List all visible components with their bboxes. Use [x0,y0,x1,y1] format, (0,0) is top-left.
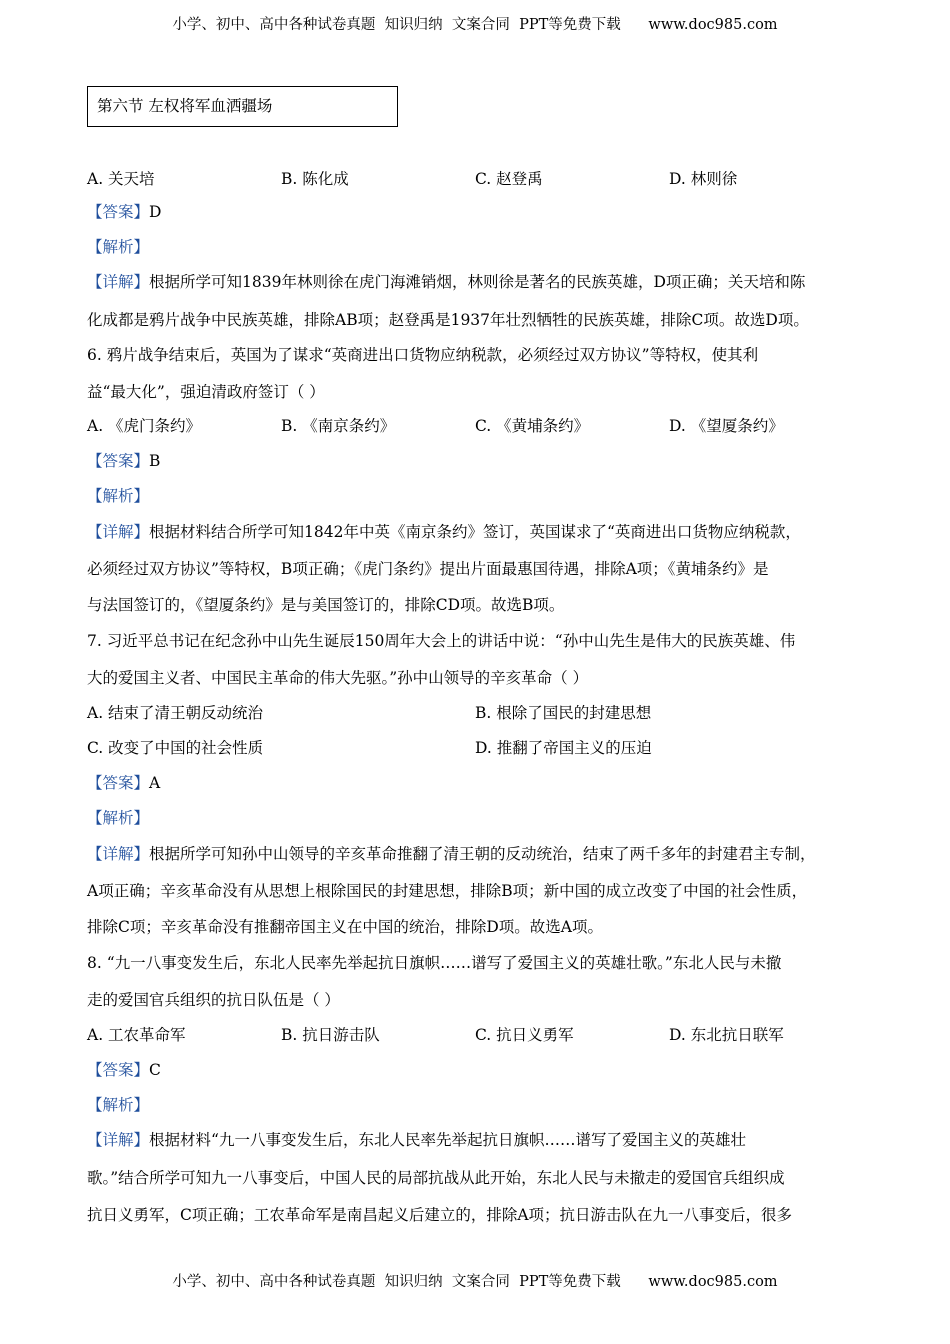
q8-option-b: B. 抗日游击队 [281,1026,380,1044]
analysis-label: 【解析】 [87,487,150,505]
q7-detail-line: 排除C项；辛亥革命没有推翻帝国主义在中国的统治，排除D项。故选A项。 [87,918,603,936]
detail-text: 根据材料“九一八事变发生后，东北人民率先举起抗日旗帜……谱写了爱国主义的英雄壮 [149,1131,746,1149]
detail-label: 【详解】 [87,845,150,863]
answer-label: 【答案】 [87,1061,150,1079]
q8-stem-line: 8. “九一八事变发生后，东北人民率先举起抗日旗帜……谱写了爱国主义的英雄壮歌。”东北人民与未撤 [87,954,782,972]
q6-analysis [87,486,149,506]
q7-detail-line: A项正确；辛亥革命没有从思想上根除国民的封建思想，排除B项；新中国的成立改变了中国的社会性质， [87,882,808,900]
q5-answer [87,202,161,222]
analysis-label: 【解析】 [87,238,150,256]
q6-option-a: A. 《虎门条约》 [87,417,202,435]
analysis-label: 【解析】 [87,809,150,827]
q8-option-c: C. 抗日义勇军 [475,1026,574,1044]
q8-answer [87,1060,161,1080]
detail-text: 根据所学可知1839年林则徐在虎门海滩销烟，林则徐是著名的民族英雄，D项正确；关天培和陈 [149,273,806,291]
q7-option-d: D. 推翻了帝国主义的压迫 [475,739,652,757]
q6-stem-line: 6. 鸦片战争结束后，英国为了谋求“英商进出口货物应纳税款，必须经过双方协议”等特权，使其利 [87,346,759,364]
q6-option-b: B. 《南京条约》 [281,417,396,435]
q5-detail-line [87,272,805,292]
q6-answer [87,451,160,471]
q7-option-c: C. 改变了中国的社会性质 [87,739,264,757]
answer-value: B [149,452,161,470]
page-header: 小学、初中、高中各种试卷真题 知识归纳 文案合同 PPT等免费下载 www.doc985.com [172,17,778,33]
q7-analysis [87,808,149,828]
answer-label: 【答案】 [87,774,150,792]
q8-detail-line: 歌。”结合所学可知九一八事变后，中国人民的局部抗战从此开始，东北人民与未撤走的爱国官兵组织成 [87,1169,785,1187]
detail-label: 【详解】 [87,1131,150,1149]
answer-label: 【答案】 [87,203,150,221]
detail-text: 根据所学可知孙中山领导的辛亥革命推翻了清王朝的反动统治，结束了两千多年的封建君主专制， [149,845,816,863]
q5-analysis [87,237,149,257]
q5-option-b: B. 陈化成 [281,170,349,188]
q8-stem-line: 走的爱国官兵组织的抗日队伍是（ ） [87,991,340,1009]
q8-option-d: D. 东北抗日联军 [669,1026,784,1044]
q6-detail-line: 与法国签订的，《望厦条约》是与美国签订的，排除CD项。故选B项。 [87,596,565,614]
q6-option-d: D. 《望厦条约》 [669,417,784,435]
q7-option-b: B. 根除了国民的封建思想 [475,704,652,722]
detail-label: 【详解】 [87,523,150,541]
q5-option-c: C. 赵登禹 [475,170,543,188]
answer-label: 【答案】 [87,452,150,470]
section-title-box [87,86,398,127]
q6-detail-line [87,522,801,542]
answer-value: A [149,774,161,792]
q7-option-a: A. 结束了清王朝反动统治 [87,704,264,722]
q5-detail-line: 化成都是鸦片战争中民族英雄，排除AB项；赵登禹是1937年壮烈牺牲的民族英雄，排除C项。故选D项。 [87,311,809,329]
q6-detail-line: 必须经过双方协议”等特权，B项正确；《虎门条约》提出片面最惠国待遇，排除A项；《黄埔条约》是 [87,560,769,578]
q6-option-c: C. 《黄埔条约》 [475,417,590,435]
q5-option-d: D. 林则徐 [669,170,738,188]
q5-option-a: A. 关天培 [87,170,155,188]
detail-label: 【详解】 [87,273,150,291]
q6-stem-line: 益“最大化”，强迫清政府签订（ ） [87,383,325,401]
analysis-label: 【解析】 [87,1096,150,1114]
q8-detail-line: 抗日义勇军，C项正确；工农革命军是南昌起义后建立的，排除A项；抗日游击队在九一八事变后，很多 [87,1206,793,1224]
q8-analysis [87,1095,149,1115]
q8-detail-line [87,1130,746,1150]
q7-stem-line: 7. 习近平总书记在纪念孙中山先生诞辰150周年大会上的讲话中说：“孙中山先生是伟大的民族英雄、伟 [87,632,796,650]
page-footer: 小学、初中、高中各种试卷真题 知识归纳 文案合同 PPT等免费下载 www.doc985.com [172,1274,778,1290]
section-title: 第六节 左权将军血洒疆场 [97,97,273,115]
q7-stem-line: 大的爱国主义者、中国民主革命的伟大先驱。”孙中山领导的辛亥革命（ ） [87,669,589,687]
detail-text: 根据材料结合所学可知1842年中英《南京条约》签订，英国谋求了“英商进出口货物应纳税款， [149,523,801,541]
q8-option-a: A. 工农革命军 [87,1026,186,1044]
answer-value: C [149,1061,161,1079]
q7-detail-line [87,844,816,864]
answer-value: D [149,203,162,221]
q7-answer [87,773,160,793]
